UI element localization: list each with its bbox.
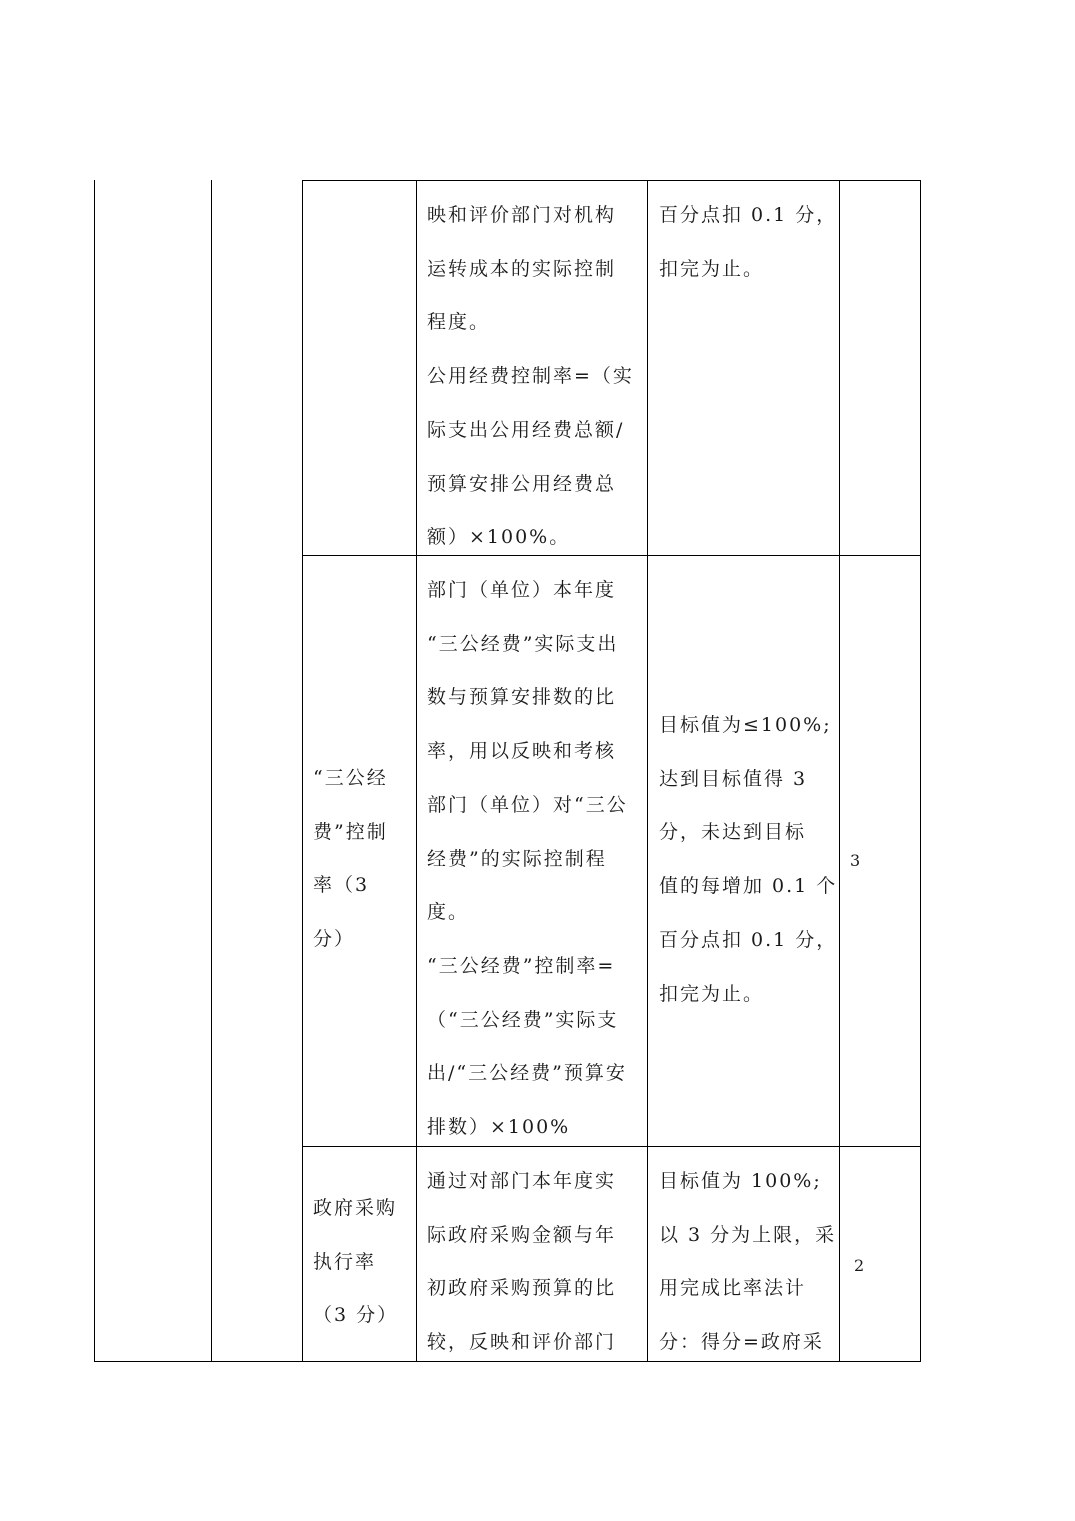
indicator-line: 政府采购 — [313, 1197, 398, 1219]
indicator-line: 执行率 — [313, 1250, 377, 1273]
criteria-line: 度。 — [427, 901, 470, 924]
criteria-line: （“三公经费”实际支 — [427, 1008, 619, 1031]
criteria-line: 程度。 — [427, 311, 491, 334]
criteria-line: 际支出公用经费总额/ — [427, 418, 625, 441]
table-column-divider-2 — [302, 180, 303, 1362]
row2-indicator-cell — [313, 752, 413, 967]
scoring-line: 分，未达到目标 — [659, 821, 807, 844]
criteria-line: 通过对部门本年度实 — [427, 1170, 617, 1192]
row2-score: 3 — [850, 851, 861, 870]
criteria-line: 公用经费控制率=（实 — [427, 365, 634, 388]
scoring-line: 用完成比率法计 — [659, 1277, 807, 1300]
criteria-line: 部门（单位）对“三公 — [427, 793, 628, 816]
criteria-line: “三公经费”实际支出 — [427, 632, 619, 655]
table-top-border — [302, 180, 921, 181]
criteria-line: 较，反映和评价部门 — [427, 1331, 617, 1354]
table-column-divider-1 — [211, 180, 212, 1362]
indicator-line: 率（3 — [313, 874, 370, 897]
scoring-line: 百分点扣 0.1 分， — [659, 928, 838, 951]
criteria-line: 际政府采购金额与年 — [427, 1223, 617, 1246]
row2-scoring-cell — [659, 699, 837, 1021]
table-border-right — [920, 180, 921, 1362]
table-column-divider-3 — [416, 180, 417, 1362]
criteria-line: 部门（单位）本年度 — [427, 579, 617, 601]
criteria-line: 数与预算安排数的比 — [427, 686, 617, 709]
scoring-line: 以 3 分为上限，采 — [659, 1223, 837, 1246]
criteria-line: 预算安排公用经费总 — [427, 472, 617, 495]
table-border-left — [94, 180, 95, 1362]
row3-criteria-cell — [427, 1155, 642, 1370]
scoring-line: 目标值为 100%; — [659, 1170, 822, 1192]
row3-score: 2 — [854, 1256, 865, 1275]
scoring-line: 扣完为止。 — [659, 257, 765, 280]
table-column-divider-4 — [647, 180, 648, 1362]
criteria-line: 排数）×100% — [427, 1116, 571, 1139]
scoring-line: 分：得分=政府采 — [659, 1331, 824, 1354]
indicator-line: 费”控制 — [313, 820, 388, 843]
row3-scoring-cell — [659, 1155, 837, 1370]
indicator-line: “三公经 — [313, 767, 388, 789]
row1-scoring-cell — [659, 189, 837, 296]
criteria-line: 运转成本的实际控制 — [427, 257, 617, 280]
criteria-line: 率，用以反映和考核 — [427, 740, 617, 763]
scoring-line: 值的每增加 0.1 个 — [659, 875, 838, 898]
indicator-line: （3 分） — [313, 1304, 399, 1327]
criteria-line: 初政府采购预算的比 — [427, 1277, 617, 1300]
row3-indicator-cell — [313, 1182, 413, 1343]
scoring-line: 扣完为止。 — [659, 982, 765, 1005]
scoring-line: 目标值为≤100%; — [659, 714, 832, 736]
scoring-line: 达到目标值得 3 — [659, 767, 808, 790]
scoring-line: 百分点扣 0.1 分， — [659, 204, 838, 226]
criteria-line: 额）×100%。 — [427, 526, 571, 549]
criteria-line: 经费”的实际控制程 — [427, 847, 607, 870]
criteria-line: 映和评价部门对机构 — [427, 204, 617, 226]
criteria-line: 出/“三公经费”预算安 — [427, 1062, 627, 1085]
table-column-divider-5 — [839, 180, 840, 1362]
row1-criteria-cell — [427, 189, 642, 565]
criteria-line: “三公经费”控制率= — [427, 954, 616, 977]
indicator-line: 分） — [313, 928, 356, 951]
row2-criteria-cell — [427, 564, 642, 1155]
